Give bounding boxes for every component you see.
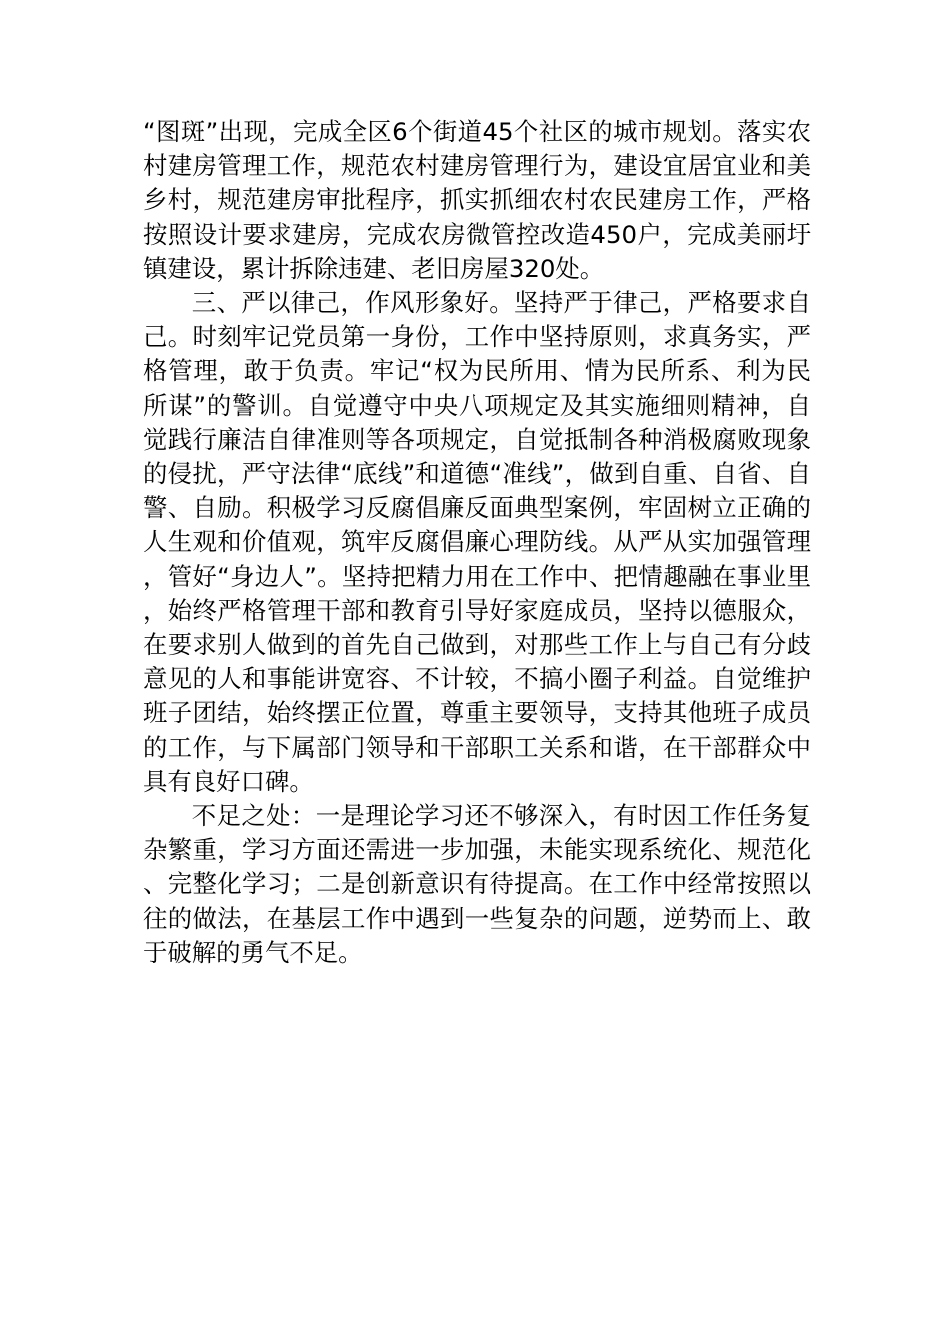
paragraph-self-discipline: 三、严以律己，作风形象好。坚持严于律己，严格要求自己。时刻牢记党员第一身份，工作中坚持原则，求真务实，严格管理，敢于负责。牢记“权为民所用、情为民所系、利为民所谋”的警训。自觉遵守中央八项规定及其实施细则精神，自觉践行廉洁自律准则等各项规定，自觉抵制各种消极腐败现象的侵扰，严守法律“底线”和道德“准线”，做到自重、自省、自警、自励。积极学习反腐倡廉反面典型案例，牢固树立正确的人生观和价值观，筑牢反腐倡廉心理防线。从严从实加强管理，管好“身边人”。坚持把精力用在工作中、把情趣融在事业里，始终严格管理干部和教育引导好家庭成员，坚持以德服众，在要求别人做到的首先自己做到，对那些工作上与自己有分歧意见的人和事能讲宽容、不计较，不搞小圈子利益。自觉维护班子团结，始终摆正位置，尊重主要领导，支持其他班子成员的工作，与下属部门领导和干部职工关系和谐，在干部群众中具有良好口碑。 [143,288,811,796]
document-body [143,115,811,970]
paragraph-shortcomings: 不足之处：一是理论学习还不够深入，有时因工作任务复杂繁重，学习方面还需进一步加强，未能实现系统化、规范化、完整化学习；二是创新意识有待提高。在工作中经常按照以往的做法，在基层工作中遇到一些复杂的问题，逆势而上、敢于破解的勇气不足。 [143,801,811,967]
paragraph-continuation: “图斑”出现，完成全区6个街道45个社区的城市规划。落实农村建房管理工作，规范农村建房管理行为，建设宜居宜业和美乡村，规范建房审批程序，抓实抓细农村农民建房工作，严格按照设计要求建房，完成农房微管控改造450户，完成美丽圩镇建设，累计拆除违建、老旧房屋320处。 [143,117,811,283]
